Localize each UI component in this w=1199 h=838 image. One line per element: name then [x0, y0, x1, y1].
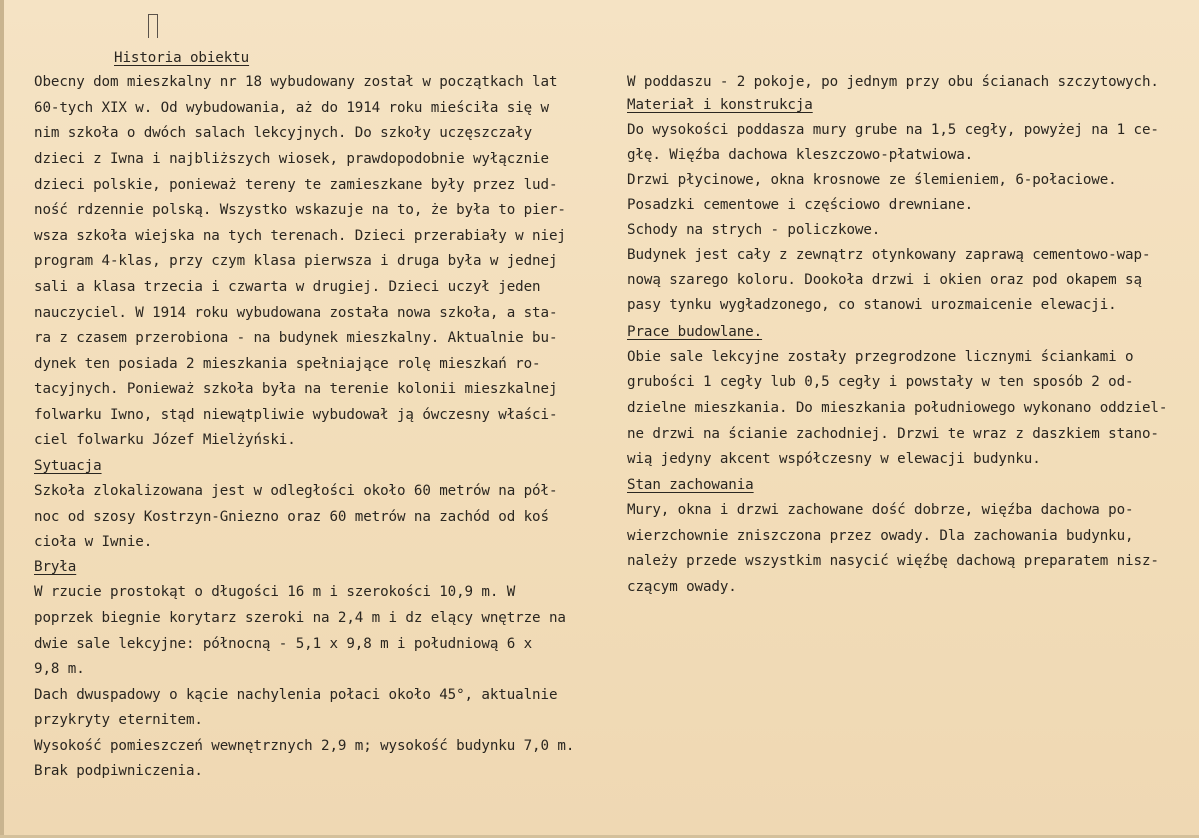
text-line: grubości 1 cegły lub 0,5 cegły i powstały w ten sposób 2 od- [627, 374, 1134, 390]
text-line: Wysokość pomieszczeń wewnętrznych 2,9 m; wysokość budynku 7,0 m. [34, 738, 575, 754]
text-line: Drzwi płycinowe, okna krosnowe ze ślemieniem, 6-połaciowe. [627, 172, 1117, 188]
heading-sytuacja: Sytuacja [34, 458, 102, 474]
page-left-edge [0, 0, 4, 838]
text-line: ność rdzennie polską. Wszystko wskazuje na to, że była to pier- [34, 202, 566, 218]
text-line: Obecny dom mieszkalny nr 18 wybudowany został w początkach lat [34, 74, 558, 90]
text-line: dzieci z Iwna i najbliższych wiosek, prawdopodobnie wyłącznie [34, 151, 549, 167]
text-line: ciel folwarku Józef Mielżyński. [34, 432, 296, 448]
text-line: W rzucie prostokąt o długości 16 m i szerokości 10,9 m. W [34, 584, 516, 600]
heading-material: Materiał i konstrukcja [627, 97, 813, 113]
text-line: poprzek biegnie korytarz szeroki na 2,4 m i dz elący wnętrze na [34, 610, 566, 626]
text-line: folwarku Iwno, stąd niewątpliwie wybudował ją ówczesny właści- [34, 407, 558, 423]
text-line: 60-tych XIX w. Od wybudowania, aż do 1914 roku mieściła się w [34, 100, 549, 116]
text-line: tacyjnych. Ponieważ szkoła była na terenie kolonii mieszkalnej [34, 381, 558, 397]
text-line: ne drzwi na ścianie zachodniej. Drzwi te wraz z daszkiem stano- [627, 426, 1159, 442]
text-line: Dach dwuspadowy o kącie nachylenia połaci około 45°, aktualnie [34, 687, 558, 703]
text-line: Brak podpiwniczenia. [34, 763, 203, 779]
text-line: Obie sale lekcyjne zostały przegrodzone licznymi ściankami o [627, 349, 1134, 365]
text-line: nauczyciel. W 1914 roku wybudowana została nowa szkoła, a sta- [34, 305, 558, 321]
text-line: głę. Więźba dachowa kleszczowo-płatwiowa. [627, 147, 974, 163]
text-line: cioła w Iwnie. [34, 534, 153, 550]
text-line: program 4-klas, przy czym klasa pierwsza i druga była w jednej [34, 253, 558, 269]
text-line: dwie sale lekcyjne: północną - 5,1 x 9,8 m i południową 6 x [34, 636, 533, 652]
text-line: wsza szkoła wiejska na tych terenach. Dzieci przerabiały w niej [34, 228, 566, 244]
heading-bryla: Bryła [34, 559, 77, 575]
margin-mark [148, 14, 158, 38]
text-line: W poddaszu - 2 pokoje, po jednym przy obu ścianach szczytowych. [627, 74, 1159, 90]
text-line: przykryty eternitem. [34, 712, 203, 728]
heading-stan: Stan zachowania [627, 477, 754, 493]
text-line: dzielne mieszkania. Do mieszkania południowego wykonano oddziel- [627, 400, 1168, 416]
text-line: czącym owady. [627, 579, 737, 595]
text-line: ra z czasem przerobiona - na budynek mieszkalny. Aktualnie bu- [34, 330, 558, 346]
text-line: Schody na strych - policzkowe. [627, 222, 881, 238]
text-line: dynek ten posiada 2 mieszkania spełniające rolę mieszkań ro- [34, 356, 541, 372]
text-line: Szkoła zlokalizowana jest w odległości około 60 metrów na pół- [34, 483, 558, 499]
text-line: sali a klasa trzecia i czwarta w drugiej. Dzieci uczył jeden [34, 279, 541, 295]
text-line: dzieci polskie, ponieważ tereny te zamieszkane były przez lud- [34, 177, 558, 193]
text-line: Mury, okna i drzwi zachowane dość dobrze, więźba dachowa po- [627, 502, 1134, 518]
text-line: nim szkoła o dwóch salach lekcyjnych. Do szkoły uczęszczały [34, 125, 533, 141]
text-line: wią jedyny akcent współczesny w elewacji budynku. [627, 451, 1041, 467]
text-line: Posadzki cementowe i częściowo drewniane. [627, 197, 974, 213]
text-line: noc od szosy Kostrzyn-Gniezno oraz 60 metrów na zachód od koś [34, 509, 549, 525]
text-line: Budynek jest cały z zewnątrz otynkowany zaprawą cementowo-wap- [627, 247, 1151, 263]
text-line: wierzchownie zniszczona przez owady. Dla zachowania budynku, [627, 528, 1134, 544]
text-line: Do wysokości poddasza mury grube na 1,5 cegły, powyżej na 1 ce- [627, 122, 1159, 138]
text-line: 9,8 m. [34, 661, 85, 677]
heading-historia: Historia obiektu [114, 50, 250, 66]
text-line: pasy tynku wygładzonego, co stanowi urozmaicenie elewacji. [627, 297, 1117, 313]
text-line: nową szarego koloru. Dookoła drzwi i okien oraz pod okapem są [627, 272, 1142, 288]
text-line: należy przede wszystkim nasycić więźbę dachową preparatem nisz- [627, 553, 1159, 569]
heading-prace: Prace budowlane. [627, 324, 763, 340]
